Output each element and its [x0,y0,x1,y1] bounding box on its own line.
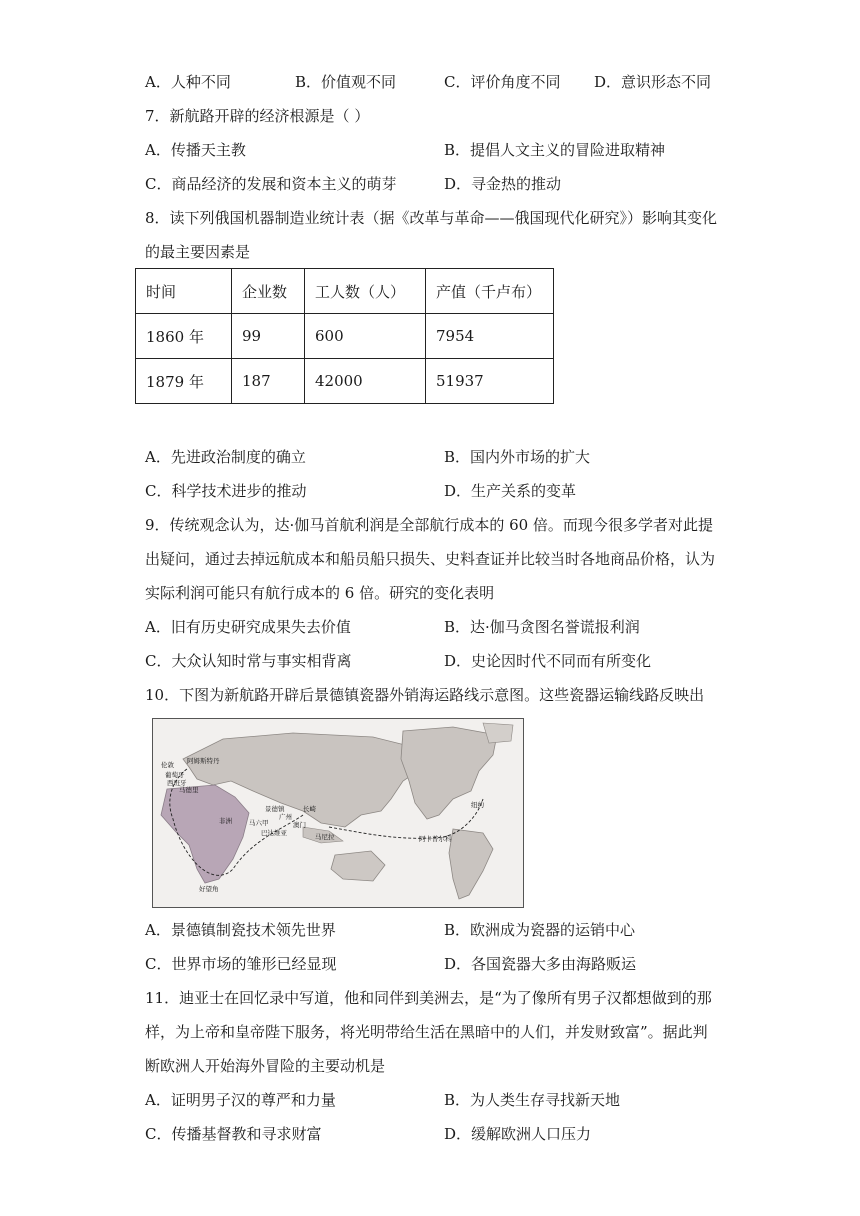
map-label: 西班牙 [167,779,187,787]
q10-stem: 10．下图为新航路开辟后景德镇瓷器外销海运路线示意图。这些瓷器运输线路反映出 [145,686,705,704]
q9-option-d: D．史论因时代不同而有所变化 [444,652,652,670]
table-cell: 7954 [426,314,554,359]
q11-option-b: B．为人类生存寻找新天地 [444,1091,621,1109]
map-label: 长崎 [303,805,316,813]
table-header-cell: 时间 [136,269,232,314]
q6-option-d: D．意识形态不同 [594,73,712,91]
table-cell: 187 [232,359,305,404]
porcelain-trade-route-map [152,718,524,908]
map-label: 阿卡普尔科 [419,835,452,843]
q7-option-b: B．提倡人文主义的冒险进取精神 [444,141,666,159]
map-label: 纽约 [471,801,484,809]
map-label: 马尼拉 [315,833,335,841]
map-label: 马德里 [179,786,199,794]
table-cell: 51937 [426,359,554,404]
table-cell: 1879 年 [136,359,232,404]
q9-option-b: B．达·伽马贪图名誉谎报利润 [444,618,640,636]
map-label: 阿姆斯特丹 [187,757,220,765]
q11-option-c: C．传播基督教和寻求财富 [145,1125,322,1143]
map-label: 葡萄牙 [165,771,185,779]
q11-stem-line2: 样，为上帝和皇帝陛下服务，将光明带给生活在黑暗中的人们，并发财致富”。据此判 [145,1023,708,1041]
q11-option-d: D．缓解欧洲人口压力 [444,1125,592,1143]
map-label: 好望角 [199,885,219,893]
q8-option-c: C．科学技术进步的推动 [145,482,307,500]
world-map-graphic [153,719,523,907]
map-label: 广州 [279,813,292,821]
australia-landmass [331,851,385,881]
q6-option-c: C．评价角度不同 [444,73,561,91]
statistics-table [135,268,554,404]
q8-stem-line1: 8．读下列俄国机器制造业统计表（据《改革与革命——俄国现代化研究》）影响其变化 [145,209,718,227]
q8-option-b: B．国内外市场的扩大 [444,448,591,466]
map-label: 巴达维亚 [261,829,287,837]
map-label: 景德镇 [265,805,285,813]
table-header-cell: 产值（千卢布） [426,269,554,314]
africa-landmass [161,785,249,883]
q10-option-b: B．欧洲成为瓷器的运销中心 [444,921,636,939]
map-label: 非洲 [219,817,232,825]
q7-stem: 7．新航路开辟的经济根源是（ ） [145,107,370,125]
q9-option-a: A．旧有历史研究成果失去价值 [145,618,351,636]
q11-option-a: A．证明男子汉的尊严和力量 [145,1091,336,1109]
south-america-landmass [449,829,493,899]
table-cell: 1860 年 [136,314,232,359]
q10-option-a: A．景德镇制瓷技术领先世界 [145,921,336,939]
q8-option-a: A．先进政治制度的确立 [145,448,306,466]
map-label: 马六甲 [249,819,269,827]
table-cell: 42000 [305,359,426,404]
table-row [136,359,554,404]
q10-option-d: D．各国瓷器大多由海路贩运 [444,955,637,973]
q7-option-c: C．商品经济的发展和资本主义的萌芽 [145,175,397,193]
q10-option-c: C．世界市场的雏形已经显现 [145,955,337,973]
table-row [136,314,554,359]
q8-option-d: D．生产关系的变革 [444,482,577,500]
map-label: 伦敦 [161,761,174,769]
q7-option-a: A．传播天主教 [145,141,246,159]
q11-stem-line3: 断欧洲人开始海外冒险的主要动机是 [145,1057,386,1075]
q9-stem-line3: 实际利润可能只有航行成本的 6 倍。研究的变化表明 [145,584,495,602]
q6-option-b: B．价值观不同 [295,73,397,91]
q8-stem-line2: 的最主要因素是 [145,243,251,261]
table-cell: 600 [305,314,426,359]
table-header-row [136,269,554,314]
q7-option-d: D．寻金热的推动 [444,175,562,193]
table-cell: 99 [232,314,305,359]
q11-stem-line1: 11．迪亚士在回忆录中写道，他和同伴到美洲去，是“为了像所有男子汉都想做到的那 [145,989,712,1007]
table-header-cell: 工人数（人） [305,269,426,314]
q9-stem-line1: 9．传统观念认为，达·伽马首航利润是全部航行成本的 60 倍。而现今很多学者对此提 [145,516,713,534]
table-header-cell: 企业数 [232,269,305,314]
q9-option-c: C．大众认知时常与事实相背离 [145,652,352,670]
q6-option-a: A．人种不同 [145,73,231,91]
q9-stem-line2: 出疑问，通过去掉远航成本和船员船只损失、史料查证并比较当时各地商品价格，认为 [145,550,716,568]
map-label: 澳门 [293,821,306,829]
